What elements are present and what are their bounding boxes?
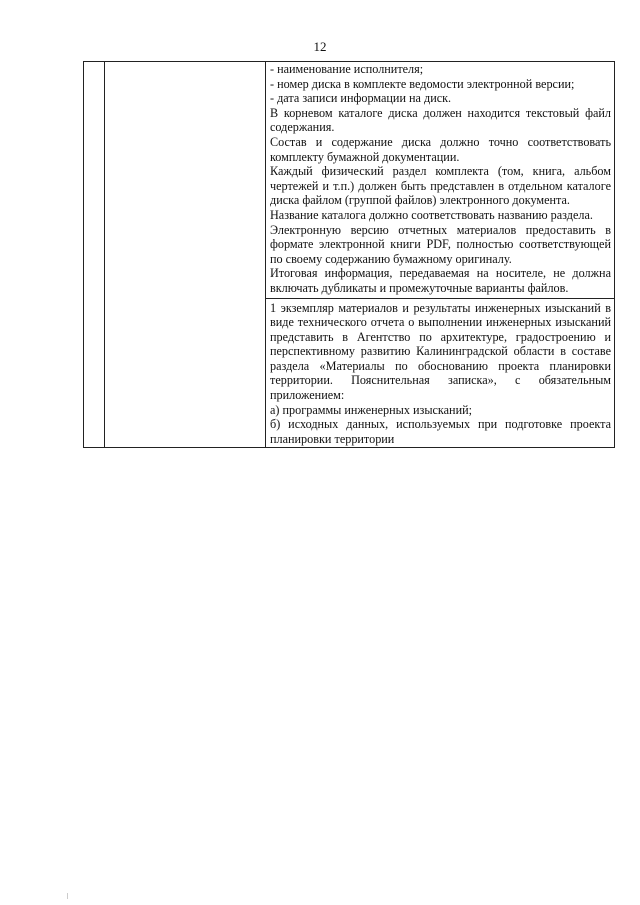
requirements-table (83, 61, 615, 448)
disk-requirements-block (266, 62, 614, 297)
paragraph: б) исходных данных, используемых при подготовке проекта планировки территории (270, 417, 611, 446)
paragraph: - дата записи информации на диск. (270, 91, 452, 106)
page-number: 12 (313, 39, 327, 54)
paragraph: 1 экземпляр материалов и результаты инженерных изысканий в виде технического отчета о выполнении инженерных изысканий представить в Агентство по архитектуре, градостроению и перспективному развитию Калининградской области в составе раздела «Материалы по обоснованию проекта планировки территории. Пояснительная записка», с обязательным приложением: (270, 300, 611, 403)
paragraph: Название каталога должно соответствовать названию раздела. (270, 207, 593, 222)
table-cell-number (84, 62, 105, 448)
paragraph: - номер диска в комплекте ведомости электронной версии; (270, 76, 575, 91)
scan-mark (67, 893, 68, 899)
paragraph: Итоговая информация, передаваемая на носителе, не должна включать дубликаты и промежуточные варианты файлов. (270, 266, 611, 295)
table-cell-title (105, 62, 266, 448)
paragraph: Каждый физический раздел комплекта (том, книга, альбом чертежей и т.п.) должен быть представлен в отдельном каталоге диска файлом (группой файлов) электронного документа. (270, 164, 611, 208)
paragraph: В корневом каталоге диска должен находится текстовый файл содержания. (270, 105, 611, 135)
engineering-survey-block (266, 300, 614, 448)
table-cell-content (266, 62, 615, 448)
paragraph: Электронную версию отчетных материалов предоставить в формате электронной книги PDF, полностью соответствующей по своему содержанию бумажному оригиналу. (270, 222, 611, 266)
paragraph: а) программы инженерных изысканий; (270, 402, 473, 417)
paragraph: Состав и содержание диска должно точно соответствовать комплекту бумажной документации. (270, 134, 611, 164)
table-row (84, 62, 615, 448)
paragraph: - наименование исполнителя; (270, 62, 424, 76)
